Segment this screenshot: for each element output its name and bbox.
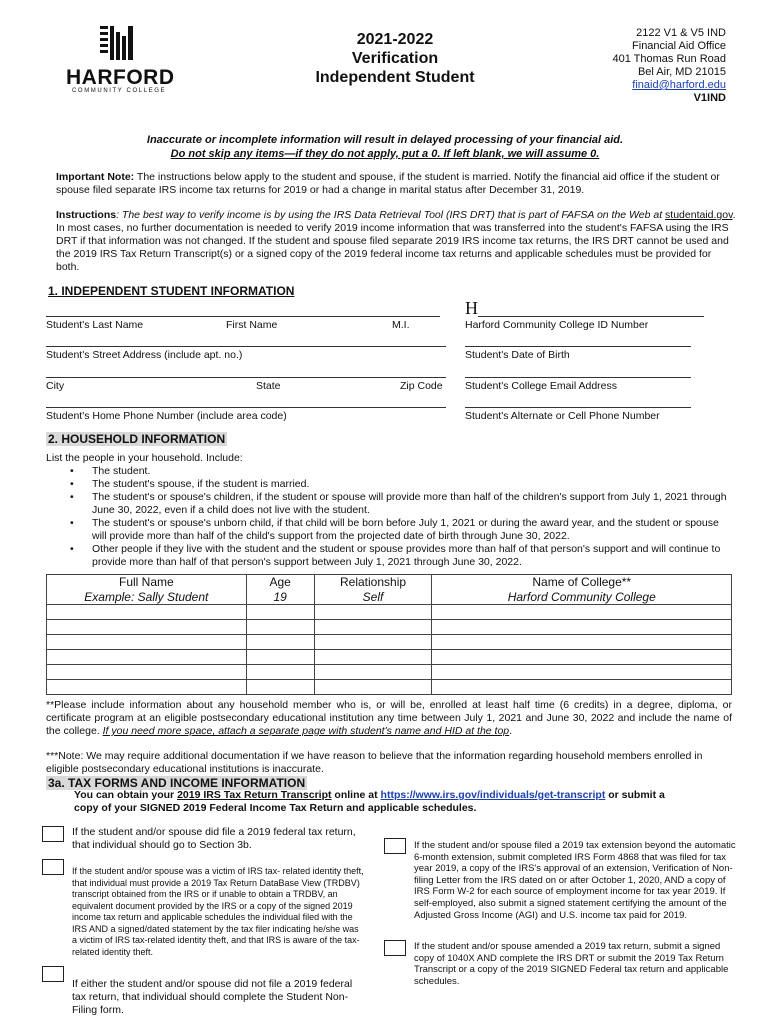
extension-text: If the student and/or spouse filed a 2019 tax extension beyond the automatic 6-month extension, submit completed IRS Form 4868 that was filed for tax year 2019, a copy of the IRS's approval of an extension, Verification of Non-filing Letter from the IRS dated on or after October 1, 2020, AND a copy of IRS Form W-2 for each source of employment income for tax year 2019. If self-employed, also submit a signed statement certifying the amount of the Adjusted Gross Income (AGI) and U.S. income tax paid for 2019. — [414, 840, 736, 921]
identity-theft-text: If the student and/or spouse was a victim of IRS tax- related identity theft, that individual must provide a 2019 Tax Return DataBase View (TRDBV) transcript obtained from the IRS or if unable to obtain a TRDBV, an equivalent document provided by the IRS or a copy of the signed 2019 income tax return and applicable schedules the individual filed with the IRS AND a signed/dated statement by the tax filer indicating he/she was a victim of IRS tax-related identity theft, and that IRS is aware of the tax-related identity theft. — [72, 866, 364, 957]
zip-label: Zip Code — [400, 380, 443, 392]
household-table — [46, 574, 732, 695]
college-id-label: Harford Community College ID Number — [465, 319, 649, 331]
list-item: • The student's or spouse's unborn child, if that child will be born before July 1, 2021 or during the award year, and the student or spouse will provide more than half of the child's support from the projected date of birth through June 30, 2022. — [46, 517, 736, 543]
footnote-college: **Please include information about any household member who is, or will be, enrolled at least half time (6 credits) in a degree, diploma, or certificate program at an eligible postsecondary educational institution any time between July 1, 2021 and June 30, 2022 and include the name of the college. If you need more space, attach a separate page with student's name and HID at the top. — [46, 699, 732, 737]
dob-field[interactable] — [465, 346, 691, 347]
form-code: V1IND — [693, 92, 726, 104]
footnote-note: ***Note: We may require additional documentation if we have reason to believe that the information regarding household members enrolled in eligible postsecondary educational institutions is inaccurate. — [46, 750, 703, 775]
section1-heading: 1. INDEPENDENT STUDENT INFORMATION — [48, 284, 295, 298]
household-intro: List the people in your household. Include: — [46, 452, 243, 464]
extension-checkbox[interactable] — [384, 838, 406, 854]
col-relationship: Relationship — [314, 575, 432, 590]
table-header-row — [47, 575, 732, 590]
section3a-heading: 3a. TAX FORMS AND INCOME INFORMATION — [48, 776, 306, 790]
list-item: • Other people if they live with the student and the student or spouse provides more than half of that person's support and will continue to provide more than half of that person's support between July 1, 2021 through June 30, 2022. — [46, 543, 736, 569]
table-row[interactable] — [47, 650, 732, 665]
office-address: 2122 V1 & V5 IND Financial Aid Office 401 Thomas Run Road Bel Air, MD 21015 finaid@harford.edu V1IND — [612, 27, 726, 104]
household-criteria-list — [46, 465, 736, 569]
list-item: • The student's spouse, if the student is married. — [46, 478, 736, 491]
street-field[interactable] — [46, 346, 446, 347]
instructions: Instructions: The best way to verify income is by using the IRS Data Retrieval Tool (IRS DRT) that is part of FAFSA on the Web at studentaid.gov. In most cases, no further documentation is needed to verify 2019 income information that was transferred into the student's FAFSA using the IRS DRT if that information was not changed. If the student and spouse filed separate 2019 IRS income tax returns, the IRS DRT cannot be used and the 2019 IRS Tax Return Transcript(s) or a signed copy of the 2019 federal income tax returns and applicable schedules must be provided for both. — [56, 209, 736, 273]
email-link[interactable]: finaid@harford.edu — [632, 79, 726, 91]
cell-phone-label: Student's Alternate or Cell Phone Number — [465, 410, 660, 422]
last-name-label: Student's Last Name — [46, 319, 144, 331]
college-id-field[interactable] — [478, 316, 704, 317]
city-state-zip-field[interactable] — [46, 377, 446, 378]
transcript-instructions: You can obtain your 2019 IRS Tax Return Transcript online at https://www.irs.gov/individuals/get-transcript or submit a copy of your SIGNED 2019 Federal Income Tax Return and applicable schedules. — [74, 789, 665, 814]
form-title: 2021-2022 Verification Independent Student — [315, 31, 475, 86]
list-item: • The student's or spouse's children, if the student or spouse will provide more than half of the children's support from July 1, 2021 through June 30, 2022, even if a child does not live with the student. — [46, 491, 736, 517]
table-row[interactable] — [47, 680, 732, 695]
important-note: Important Note: The instructions below apply to the student and spouse, if the student is married. Notify the financial aid office if the student or spouse filed separate IRS income tax returns for 2019 or had a change in marital status after December 31, 2019. — [56, 171, 720, 196]
state-label: State — [256, 380, 281, 392]
id-prefix: H — [465, 298, 478, 318]
cell-phone-field[interactable] — [465, 407, 691, 408]
mi-label: M.I. — [392, 319, 410, 331]
warning-text: Inaccurate or incomplete information will result in delayed processing of your financial aid. Do not skip any items—if they do not apply, put a 0. If left blank, we will assume 0. — [146, 134, 624, 160]
table-example-row: Example: Sally Student 19 Self Harford Community College — [47, 590, 732, 605]
amended-checkbox[interactable] — [384, 940, 406, 956]
amended-text: If the student and/or spouse amended a 2019 tax return, submit a signed copy of 1040X AND complete the IRS DRT or submit the 2019 Tax Return Transcript or a copy of the 2019 SIGNED Federal tax return and applicable schedules. — [414, 941, 729, 987]
table-row[interactable] — [47, 635, 732, 650]
section2-heading: 2. HOUSEHOLD INFORMATION — [48, 432, 226, 446]
email-label: Student's College Email Address — [465, 380, 618, 392]
col-age: Age — [246, 575, 314, 590]
home-phone-label: Student's Home Phone Number (include area code) — [46, 410, 287, 422]
irs-transcript-link[interactable]: https://www.irs.gov/individuals/get-transcript — [380, 789, 606, 801]
dob-label: Student's Date of Birth — [465, 349, 570, 361]
home-phone-field[interactable] — [46, 407, 446, 408]
logo-subtitle: COMMUNITY COLLEGE — [72, 88, 167, 94]
table-row[interactable] — [47, 665, 732, 680]
did-file-text: If the student and/or spouse did file a 2019 federal tax return, that individual should go to Section 3b. — [72, 826, 356, 851]
col-college: Name of College** — [432, 575, 732, 590]
logo-name: HARFORD — [66, 66, 175, 89]
first-name-label: First Name — [226, 319, 278, 331]
city-label: City — [46, 380, 65, 392]
col-full-name: Full Name — [47, 575, 247, 590]
list-item: • The student. — [46, 465, 736, 478]
street-label: Student's Street Address (include apt. no.) — [46, 349, 243, 361]
identity-theft-checkbox[interactable] — [42, 859, 64, 875]
did-not-file-checkbox[interactable] — [42, 966, 64, 982]
table-row[interactable] — [47, 620, 732, 635]
harford-logo-mark — [100, 26, 138, 60]
last-name-field[interactable] — [46, 316, 440, 317]
table-row[interactable] — [47, 605, 732, 620]
email-field[interactable] — [465, 377, 691, 378]
studentaid-link[interactable]: studentaid.gov — [665, 209, 733, 221]
did-not-file-text: If either the student and/or spouse did not file a 2019 federal tax return, that individual should complete the Student Non-Filing form. — [72, 978, 353, 1016]
did-file-checkbox[interactable] — [42, 826, 64, 842]
